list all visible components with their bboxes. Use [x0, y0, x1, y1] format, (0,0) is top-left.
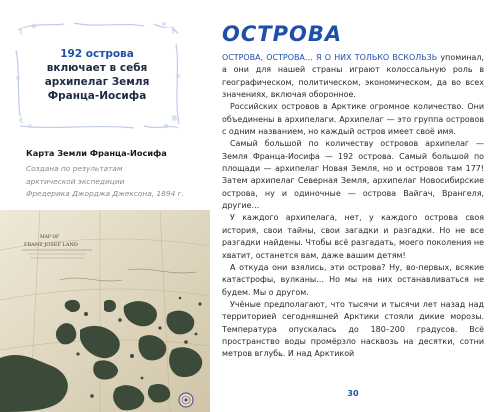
map-caption-title: Карта Земли Франца-Иосифа: [26, 148, 167, 158]
article-body: [222, 52, 484, 361]
map-caption-note-line: Фредерика Джорджа Джексона, 1894 г.: [26, 189, 184, 198]
article-paragraph: Российских островов в Арктике огромное количество. Они объединены в архипелаги. Архипелаг — это группа островов с одним названием, но каждый остров имеет своё имя.: [222, 102, 484, 137]
article-paragraph: У каждого архипелага, нет, у каждого острова своя история, свои тайны, свои загадки и разгадки. Но не все разгадки найдены. Чтобы всё разгадать, моего поколения не хватит, останется вам, даже вашим детям!: [222, 213, 484, 260]
page-number: 30: [347, 389, 359, 398]
callout-line: архипелаг Земля: [44, 76, 150, 88]
article-paragraph: Самый большой по количеству островов архипелаг — Земля Франца-Иосифа — 192 острова. Самый большой по площади — архипелаг Новая Земля, но и островов там 177! Затем архипелаг Северная Земля, архипелаг Новосибирские острова, ну и одиночные — острова Вайгач, Врангеля, другие…: [222, 139, 484, 211]
callout-text: [45, 47, 150, 103]
map-title-line: MAP OF: [40, 235, 60, 240]
article-paragraph: [222, 52, 484, 101]
franz-josef-land-map-illustration: [0, 210, 210, 412]
library-stamp-icon: [179, 393, 193, 407]
map-title-line: FRANZ JOSEF LAND: [24, 242, 78, 248]
right-column: [222, 0, 492, 412]
island-count-callout: [22, 28, 172, 122]
map-caption-note: [26, 163, 191, 201]
callout-highlight: 192 острова: [60, 48, 134, 60]
callout-line: включает в себя: [46, 62, 148, 74]
callout-line: Франца-Иосифа: [47, 90, 147, 102]
historic-map: [0, 210, 210, 412]
lead-rest: упоминал, а они для нашей страны играют колоссальную роль в географическом, политическом, экономическом, да во всех значениях, включая оборонное.: [222, 53, 485, 100]
lead-caps: ОСТРОВА, ОСТРОВА… Я О НИХ ТОЛЬКО ВСКОЛЬЗЬ: [222, 53, 438, 62]
article-paragraph: А откуда они взялись, эти острова? Ну, во-первых, всякие катастрофы, вулканы… Но мы на них останавливаться не будем. Мы о другом.: [222, 262, 484, 297]
map-caption-note-line: Создана по результатам: [26, 164, 123, 173]
left-column: [0, 0, 190, 412]
article-paragraph: Учёные предполагают, что тысячи и тысячи лет назад над территорией сегодняшней Арктики стояли дикие морозы. Температура опускалась до 180–200 градусов. Всё пространство воды промёрзло насквозь на десятки, сотни метров вглубь. И над Арктикой: [222, 299, 484, 359]
section-heading: ОСТРОВА: [222, 22, 343, 46]
map-caption-note-line: арктической экспедиции: [26, 176, 125, 186]
